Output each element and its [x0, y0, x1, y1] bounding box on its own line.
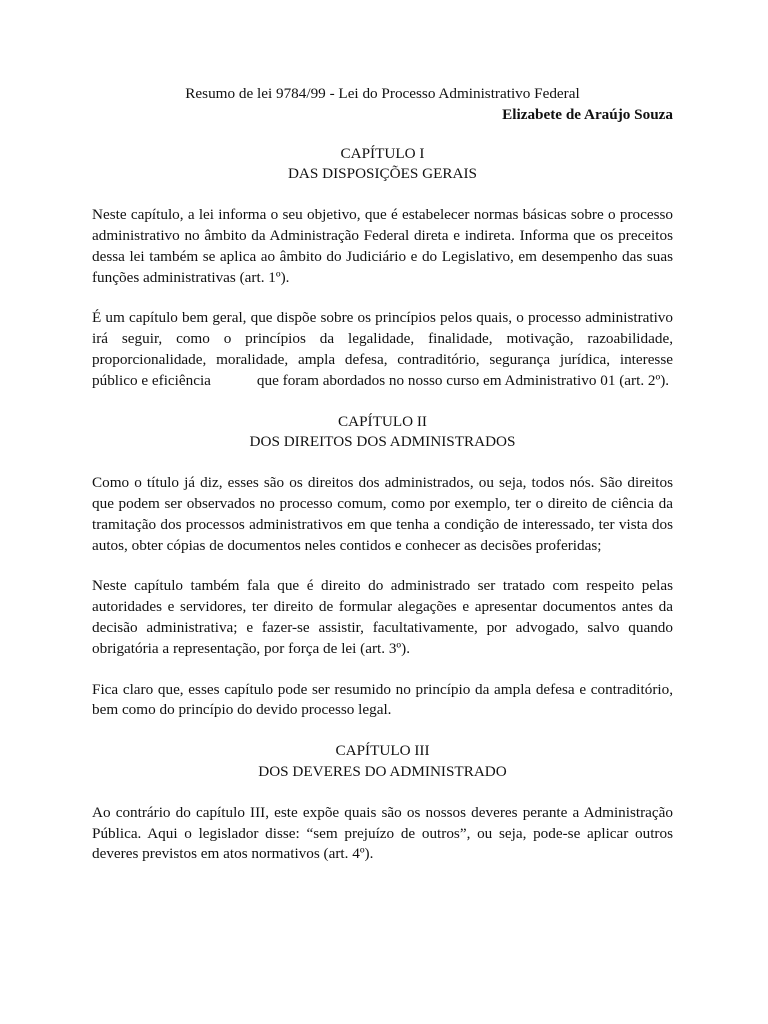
paragraph-part: que foram abordados no nosso curso em Administrativo 01 (art. 2º).: [256, 371, 670, 389]
chapter-heading: DOS DIREITOS DOS ADMINISTRADOS: [249, 433, 516, 451]
paragraph-part: É um capítulo bem geral, que dispõe sobre os princípios pelos quais, o processo administrativo irá seguir, como o princípios da legalidade, finalidade, motivação, razoabilidade, proporcionalidade, moralidade, ampla defesa, contraditório, segurança jurídica, interesse público e eficiência: [92, 309, 673, 389]
chapter-heading: DAS DISPOSIÇÕES GERAIS: [287, 165, 478, 183]
chapter-heading: DOS DEVERES DO ADMINISTRADO: [258, 762, 507, 780]
chapter-number: CAPÍTULO III: [335, 742, 430, 760]
paragraph: [92, 308, 673, 391]
document-author: Elizabete de Araújo Souza: [502, 105, 673, 123]
chapter-3: [92, 741, 673, 865]
paragraph: Ao contrário do capítulo III, este expõe quais são os nossos deveres perante a Administração Pública. Aqui o legislador disse: “sem prejuízo de outros”, ou seja, pode-se aplicar outros deveres previstos em atos normativos (art. 4º).: [92, 803, 673, 863]
paragraph: Como o título já diz, esses são os direitos dos administrados, ou seja, todos nós. São direitos que podem ser observados no processo comum, como por exemplo, ter o direito de ciência da tramitação dos processos administrativos em que tenha a condição de interessado, ter vista dos autos, obter cópias de documentos neles contidos e conhecer as decisões proferidas;: [92, 474, 673, 554]
chapter-number: CAPÍTULO I: [340, 144, 425, 162]
document-title: Resumo de lei 9784/99 - Lei do Processo Administrativo Federal: [185, 85, 580, 102]
paragraph: Fica claro que, esses capítulo pode ser resumido no princípio da ampla defesa e contraditório, bem como do princípio do devido processo legal.: [92, 680, 673, 719]
chapter-number: CAPÍTULO II: [337, 412, 427, 430]
document-body: [92, 84, 673, 865]
paragraph: Neste capítulo também fala que é direito do administrado ser tratado com respeito pelas autoridades e servidores, ter direito de formular alegações e apresentar documentos antes da decisão administrativa; e fazer-se assistir, facultativamente, por advogado, salvo quando obrigatória a representação, por força de lei (art. 3º).: [92, 577, 673, 657]
paragraph: Neste capítulo, a lei informa o seu objetivo, que é estabelecer normas básicas sobre o processo administrativo no âmbito da Administração Federal direta e indireta. Informa que os preceitos dessa lei também se aplica ao âmbito do Judiciário e do Legislativo, em desempenho das suas funções administrativas (art. 1º).: [92, 206, 673, 286]
chapter-1: [92, 144, 673, 392]
chapter-2: [92, 412, 673, 722]
